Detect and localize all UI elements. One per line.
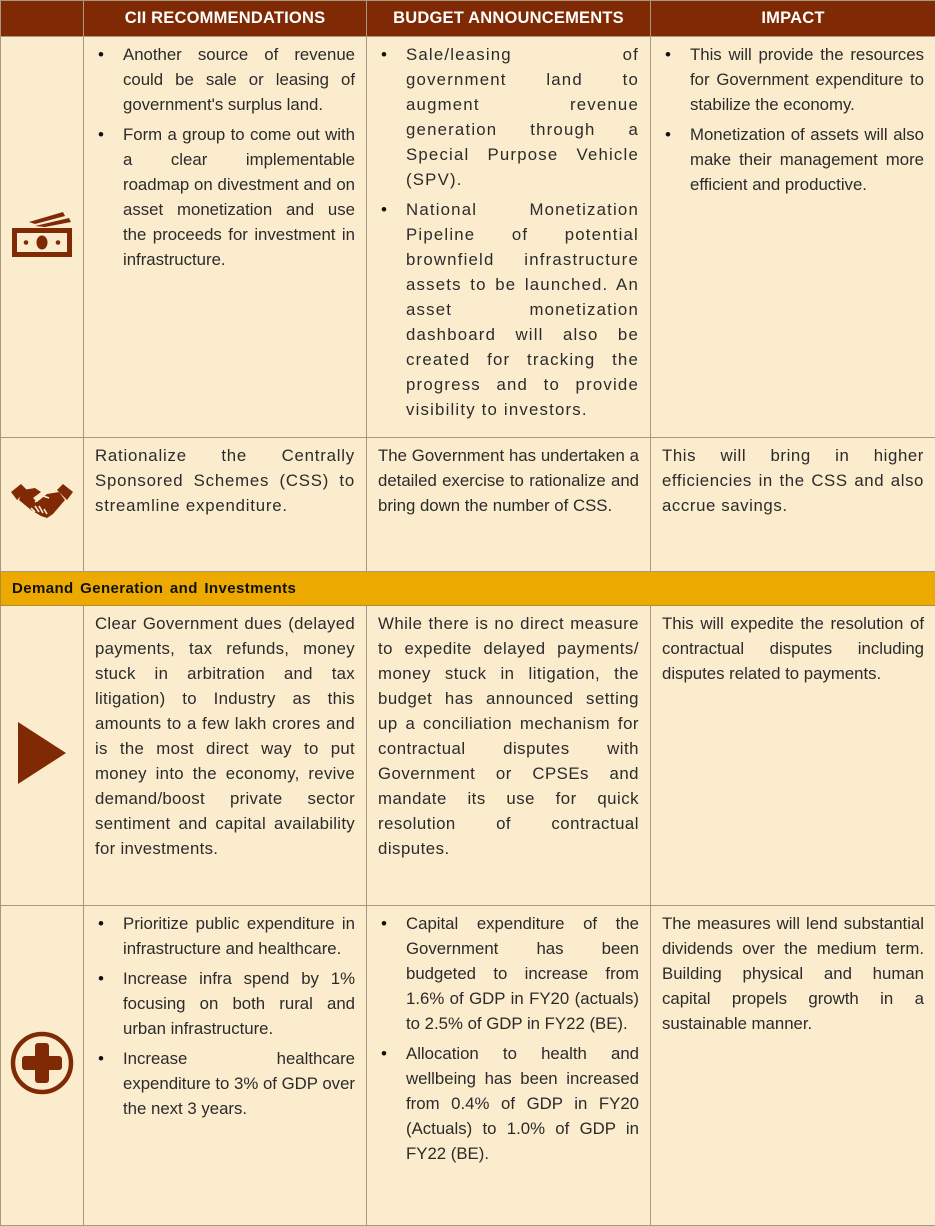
impact-text: This will bring in higher efficiencies in the CSS and also accrue savings. [651,438,935,528]
budget-item: • Sale/leasing of government land to augment revenue generation through a Special Purpose Vehicle (SPV). [378,42,639,192]
recommendation-text: Clear Government dues (delayed payments, tax refunds, money stuck in arbitration and tax litigation) to Industry as this amounts to a few lakh crores and is the most direct way to put money into the economy, revive demand/boost private sector sentiment and capital availability for investments. [84,606,366,871]
medical-plus-circle-icon [9,1030,75,1101]
header-icon-column [1,1,84,37]
recommendations-cell [84,606,367,906]
impact-text: This will expedite the resolution of contractual disputes including disputes related to payments. [651,606,935,696]
section-title: Demand Generation and Investments [1,572,935,606]
recommendation-text: Rationalize the Centrally Sponsored Schemes (CSS) to streamline expenditure. [84,438,366,528]
row-icon-cell [1,906,84,1226]
table-row [1,37,935,438]
impact-cell [651,438,935,572]
budget-cell [367,438,651,572]
header-cii-recommendations: CII RECOMMENDATIONS [84,1,367,37]
header-budget-announcements: BUDGET ANNOUNCEMENTS [367,1,651,37]
section-header-row [1,572,935,606]
budget-cell [367,606,651,906]
handshake-icon [9,480,75,529]
impact-item: • This will provide the resources for Government expenditure to stabilize the economy. [662,42,924,117]
recommendation-item: • Prioritize public expenditure in infrastructure and healthcare. [95,911,355,961]
impact-cell [651,37,935,438]
budget-item: • Allocation to health and wellbeing has been increased from 0.4% of GDP in FY20 (Actuals) to 1.0% of GDP in FY22 (BE). [378,1041,639,1166]
table-row [1,438,935,572]
row-icon-cell [1,606,84,906]
impact-item: • Monetization of assets will also make their management more efficient and productive. [662,122,924,197]
row-icon-cell [1,438,84,572]
money-bill-icon [9,210,75,265]
budget-text: The Government has undertaken a detailed exercise to rationalize and bring down the number of CSS. [367,438,650,528]
recommendations-cell [84,906,367,1226]
budget-cell [367,37,651,438]
recommendation-item: • Increase infra spend by 1% focusing on both rural and urban infrastructure. [95,966,355,1041]
impact-cell [651,606,935,906]
budget-item: • Capital expenditure of the Government has been budgeted to increase from 1.6% of GDP in FY20 (actuals) to 2.5% of GDP in FY22 (BE). [378,911,639,1036]
impact-cell [651,906,935,1226]
table-row [1,606,935,906]
recommendations-cell [84,37,367,438]
table-row [1,906,935,1226]
impact-text: The measures will lend substantial dividends over the medium term. Building physical and human capital propels growth in a sustainable manner. [651,906,935,1046]
table-header-row [1,1,935,37]
play-triangle-icon [18,722,66,789]
recommendation-item: • Increase healthcare expenditure to 3% of GDP over the next 3 years. [95,1046,355,1121]
budget-cell [367,906,651,1226]
header-impact: IMPACT [651,1,935,37]
recommendations-cell [84,438,367,572]
recommendation-item: • Form a group to come out with a clear implementable roadmap on divestment and on asset monetization and use the proceeds for investment in infrastructure. [95,122,355,272]
budget-item: • National Monetization Pipeline of potential brownfield infrastructure assets to be launched. An asset monetization dashboard will also be created for tracking the progress and to provide visibility to investors. [378,197,639,422]
recommendation-item: • Another source of revenue could be sale or leasing of government's surplus land. [95,42,355,117]
row-icon-cell [1,37,84,438]
budget-text: While there is no direct measure to expedite delayed payments/ money stuck in litigation, the budget has announced setting up a conciliation mechanism for contractual disputes with Government or CPSEs and mandate its use for quick resolution of contractual disputes. [367,606,650,871]
